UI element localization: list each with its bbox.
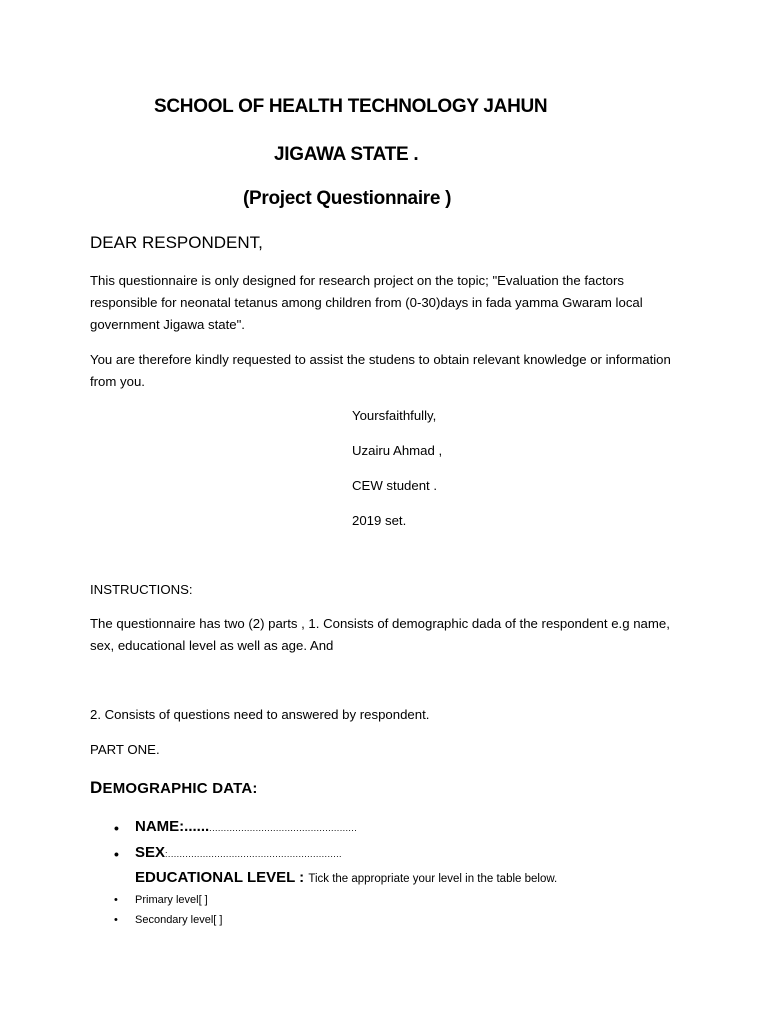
edu-note: Tick the appropriate your level in the table below.: [308, 873, 558, 885]
signature-name: Uzairu Ahmad ,: [352, 443, 443, 458]
signature-set: 2019 set.: [352, 513, 407, 528]
sex-field[interactable]: [135, 844, 342, 861]
name-field[interactable]: [135, 818, 357, 835]
name-dots: ...................................................: [209, 823, 358, 833]
primary-level-checkbox[interactable]: Primary level[ ]: [135, 894, 208, 906]
primary-level-row: [0, 894, 768, 910]
demographic-heading-initial: D: [90, 778, 103, 797]
questionnaire-subtitle: (Project Questionnaire ): [243, 188, 452, 209]
name-label: NAME:......: [135, 818, 210, 835]
sex-label: SEX: [135, 844, 166, 861]
bullet-icon: •: [114, 846, 119, 862]
bullet-icon: •: [114, 914, 118, 926]
signature-role: CEW student .: [352, 478, 438, 493]
bullet-icon: •: [114, 894, 118, 906]
sex-dots: :............................................................: [165, 849, 342, 859]
school-title: SCHOOL OF HEALTH TECHNOLOGY JAHUN: [154, 96, 548, 117]
instructions-text: The questionnaire has two (2) parts , 1. Consists of demographic dada of the respondent e.g name, sex, educational level as well as age. And: [90, 616, 670, 653]
bullet-icon: •: [114, 820, 119, 836]
state-title: JIGAWA STATE .: [274, 144, 419, 165]
instructions-part-2: 2. Consists of questions need to answered by respondent.: [90, 707, 430, 722]
part-one-label: PART ONE.: [90, 742, 160, 757]
secondary-level-row: [0, 914, 768, 930]
secondary-level-checkbox[interactable]: Secondary level[ ]: [135, 914, 223, 926]
sex-field-row: [0, 844, 768, 866]
intro-paragraph-2: You are therefore kindly requested to assist the studens to obtain relevant knowledge or information from you.: [90, 352, 671, 389]
edu-label-text: EDUCATIONAL LEVEL :: [135, 869, 309, 886]
educational-level-label: [135, 869, 557, 886]
name-field-row: [0, 818, 768, 840]
demographic-heading: [90, 778, 258, 798]
intro-paragraph-1: This questionnaire is only designed for research project on the topic; "Evaluation the factors responsible for neonatal tetanus among children from (0-30)days in fada yamma Gwaram local government Jigawa state".: [90, 273, 643, 332]
demographic-heading-rest: EMOGRAPHIC DATA:: [102, 780, 258, 797]
signature-closing: Yoursfaithfully,: [352, 408, 437, 423]
instructions-heading: INSTRUCTIONS:: [90, 582, 193, 597]
greeting: DEAR RESPONDENT,: [90, 233, 263, 252]
